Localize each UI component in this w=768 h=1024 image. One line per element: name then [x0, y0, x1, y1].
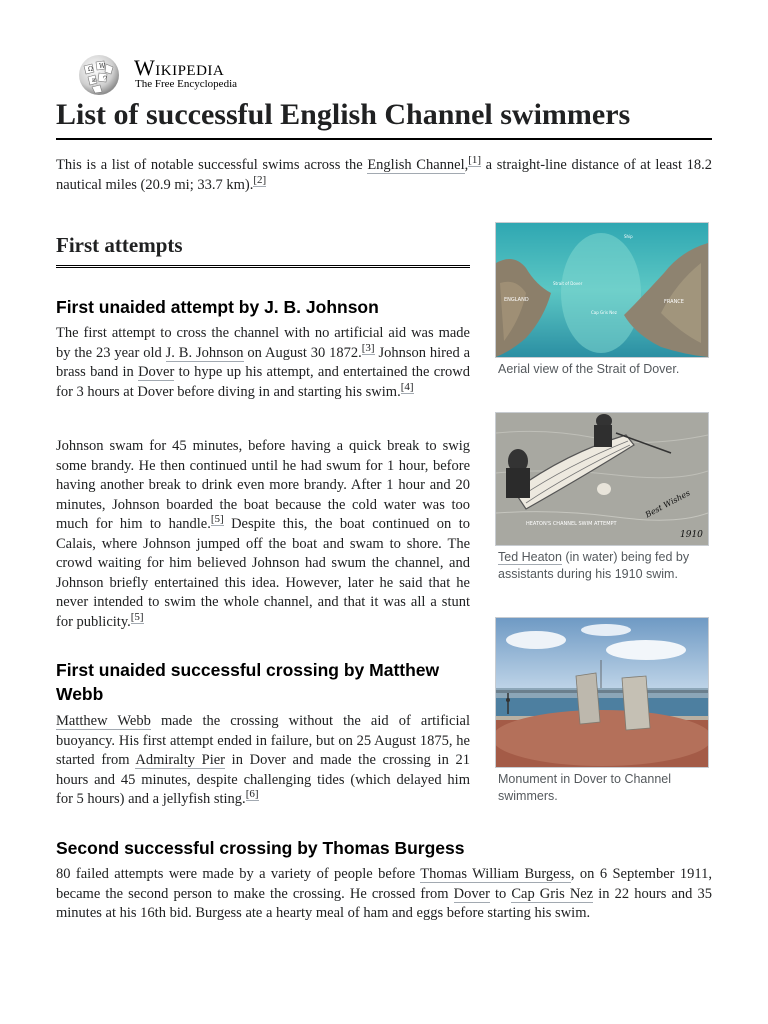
photo-caption-text: HEATON'S CHANNEL SWIM ATTEMPT — [526, 521, 617, 527]
webb-paragraph — [56, 712, 470, 810]
page-title: List of successful English Channel swimmers — [56, 96, 712, 140]
body-text: made the crossing without the aid of artificial buoyancy. His first attempt ended in failure, but on 25 August 1875, he started from — [56, 713, 470, 768]
figure-monument — [495, 617, 710, 805]
johnson-paragraph-2 — [56, 437, 470, 632]
svg-text:W: W — [99, 63, 106, 70]
body-text: in Dover and made the crossing in 21 hours and 45 minutes, despite challenging tides (which delayed him for 5 hours) and a jellyfish sting. — [56, 752, 470, 807]
body-text: 80 failed attempts were made by a variety of people before — [56, 866, 421, 882]
aerial-caption: Aerial view of the Strait of Dover. — [498, 362, 680, 376]
wikipedia-wordmark: Wikipedia — [134, 55, 225, 80]
intro-paragraph — [56, 156, 712, 195]
wikipedia-tagline: The Free Encyclopedia — [135, 78, 238, 90]
monument-picture — [496, 618, 708, 767]
ref-4[interactable]: [4] — [400, 380, 414, 393]
ref-2[interactable]: [2] — [253, 173, 267, 186]
figure-ted-heaton — [495, 412, 710, 583]
body-text: , on 6 September 1911, became the second person to make the crossing. He crossed from — [56, 866, 712, 902]
link-dover[interactable]: Dover — [138, 364, 175, 380]
body-text: Johnson swam for 45 minutes, before having a quick break to swig some brandy. He then continued until he had swum for 1 hour, before having another break to drink even more brandy. After 1 hour and 20 minutes, Johnson boarded the boat because the cold water was too much for him to handle. — [56, 438, 470, 532]
photo-signature: Best Wishes — [643, 488, 692, 520]
body-text: Johnson hired a brass band in — [56, 344, 471, 380]
link-matthew-webb[interactable]: Matthew Webb — [56, 713, 151, 729]
monument-caption: Monument in Dover to Channel swimmers. — [498, 772, 672, 803]
ted-heaton-image[interactable] — [495, 412, 709, 546]
burgess-paragraph — [56, 865, 712, 924]
body-text: The first attempt to cross the channel with no artificial aid was made by the 23 year old — [56, 325, 470, 361]
ref-5b[interactable]: [5] — [130, 610, 144, 623]
wikipedia-globe-icon — [74, 52, 124, 96]
ted-heaton-caption — [495, 549, 708, 583]
section-heading-first-attempts: First attempts — [56, 231, 470, 268]
heading-johnson: First unaided attempt by J. B. Johnson — [56, 297, 379, 317]
ref-3[interactable]: [3] — [361, 341, 375, 354]
figure-aerial-view — [495, 222, 710, 378]
svg-text:ウ: ウ — [102, 75, 109, 82]
label-strait: Strait of Dover — [553, 281, 583, 286]
body-text: to — [489, 885, 512, 902]
body-text: to hype up his attempt, and entertained the crowd for 3 hours at Dover before diving in and starting his swim. — [56, 364, 470, 400]
ref-5[interactable]: [5] — [210, 513, 224, 526]
svg-text:Ω: Ω — [88, 66, 93, 73]
label-france: FRANCE — [664, 299, 684, 305]
caption-text: (in water) being fed by assistants during his 1910 swim. — [498, 550, 690, 581]
link-admiralty-pier[interactable]: Admiralty Pier — [135, 752, 225, 768]
link-thomas-william-burgess[interactable]: Thomas William Burgess — [420, 866, 571, 882]
label-ship: Ship — [624, 234, 633, 239]
body-text: on August 30 1872. — [243, 344, 362, 361]
body-text: in 22 hours and 35 minutes at his 16th bid. Burgess ate a hearty meal of ham and eggs before starting his swim. — [56, 885, 713, 921]
link-english-channel[interactable]: English Channel — [367, 157, 465, 173]
heading-burgess: Second successful crossing by Thomas Burgess — [56, 838, 465, 858]
ref-6[interactable]: [6] — [245, 788, 259, 801]
link-jb-johnson[interactable]: J. B. Johnson — [165, 344, 244, 361]
body-text: Despite this, the boat continued on to Calais, where Johnson jumped off the boat and swam to shore. The crowd waiting for him believed Johnson had swum the channel, and Johnson briefly entertained this idea. However, later he said that he never intended to swim the whole channel, and that it was all a stunt for publicity. — [56, 516, 470, 630]
link-dover-2[interactable]: Dover — [453, 885, 490, 902]
svg-text:и: и — [92, 77, 96, 84]
aerial-view-image[interactable] — [495, 222, 709, 358]
label-england: ENGLAND — [504, 297, 529, 303]
link-cap-gris-nez[interactable]: Cap Gris Nez — [511, 885, 594, 902]
link-ted-heaton[interactable]: Ted Heaton — [498, 550, 562, 564]
intro-text: , — [464, 157, 469, 173]
intro-text: a straight-line distance of at least 18.2 nautical miles (20.9 mi; 33.7 km). — [56, 157, 712, 193]
johnson-paragraph-1 — [56, 324, 470, 402]
label-cap-gris-nez: Cap Gris Nez — [591, 310, 617, 315]
ted-heaton-picture — [496, 413, 708, 545]
photo-year: 1910 — [680, 530, 703, 540]
heading-webb: First unaided successful crossing by Matthew Webb — [56, 660, 440, 704]
ref-1[interactable]: [1] — [468, 154, 482, 167]
monument-image[interactable] — [495, 617, 709, 768]
aerial-view-picture — [496, 223, 708, 357]
wikipedia-logo[interactable] — [74, 52, 274, 94]
intro-text: This is a list of notable successful swims across the — [56, 157, 368, 173]
